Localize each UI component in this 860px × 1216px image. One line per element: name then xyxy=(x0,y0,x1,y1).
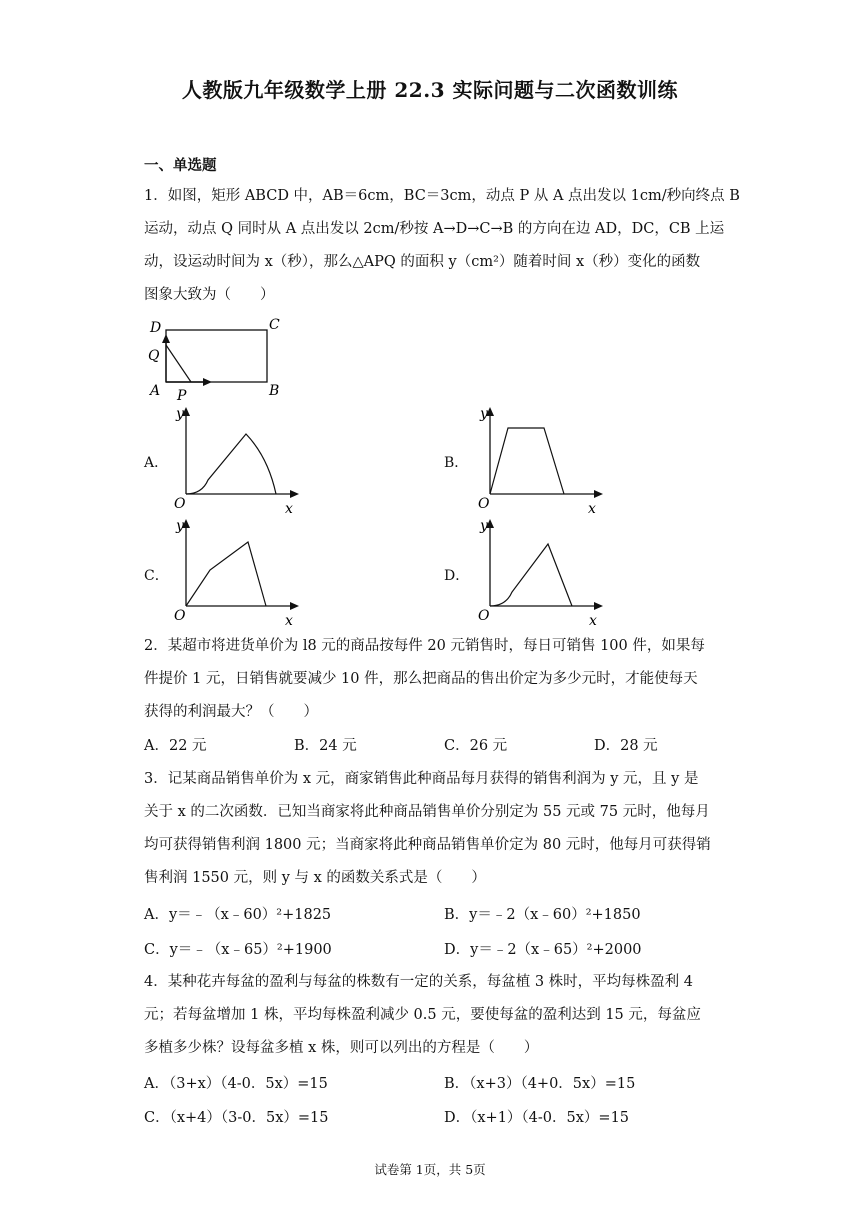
q2-line-3: 获得的利润最大？（ ） xyxy=(144,704,318,720)
q1-option-a-graph xyxy=(168,402,308,520)
q3-option-d: D．y＝﹣2（x﹣65）²+2000 xyxy=(444,942,642,958)
q1-option-b-graph xyxy=(472,402,612,520)
svg-text:O: O xyxy=(174,608,186,624)
q1-option-c-graph xyxy=(168,514,308,632)
page-title: 人教版九年级数学上册 22.3 实际问题与二次函数训练 xyxy=(181,78,679,102)
q4-option-b: B．（x+3）（4+0．5x）=15 xyxy=(444,1076,636,1092)
svg-text:y: y xyxy=(480,518,488,534)
q2-option-a: A．22 元 xyxy=(144,738,207,754)
q3-line-1: 3．记某商品销售单价为 x 元，商家销售此种商品每月获得的销售利润为 y 元，且 y 是 xyxy=(144,771,699,787)
svg-text:y: y xyxy=(176,406,184,422)
label-d: D xyxy=(150,320,162,336)
q3-option-a: A．y＝﹣（x﹣60）²+1825 xyxy=(144,907,332,923)
q1-line-2: 运动，动点 Q 同时从 A 点出发以 2cm/秒按 A→D→C→B 的方向在边 AD，DC，CB 上运 xyxy=(144,221,725,237)
curve-a xyxy=(186,434,276,494)
q3-line-4: 售利润 1550 元，则 y 与 x 的函数关系式是（ ） xyxy=(144,870,486,886)
q2-option-c: C．26 元 xyxy=(444,738,508,754)
svg-text:y: y xyxy=(480,406,488,422)
label-q: Q xyxy=(148,348,160,364)
label-a: A xyxy=(150,383,161,399)
section-heading: 一、单选题 xyxy=(144,157,217,174)
svg-text:y: y xyxy=(176,518,184,534)
q1-option-a-label: A． xyxy=(144,455,169,471)
page-footer: 试卷第 1页，共 5页 xyxy=(374,1162,486,1177)
q1-line-3: 动，设运动时间为 x（秒），那么△APQ 的面积 y（cm²）随着时间 x（秒）变化的函数 xyxy=(144,254,701,270)
label-c: C xyxy=(269,317,280,333)
q3-option-b: B．y＝﹣2（x﹣60）²+1850 xyxy=(444,907,641,923)
arrow-q-head xyxy=(162,334,170,343)
q1-option-d-graph xyxy=(472,514,612,632)
q2-option-d: D．28 元 xyxy=(594,738,658,754)
q3-option-c: C．y＝﹣（x﹣65）²+1900 xyxy=(144,942,332,958)
q2-line-2: 件提价 1 元，日销售就要减少 10 件，那么把商品的售出价定为多少元时，才能使每天 xyxy=(144,671,698,687)
svg-text:x: x xyxy=(285,501,293,517)
q4-line-1: 4．某种花卉每盆的盈利与每盆的株数有一定的关系，每盆植 3 株时，平均每株盈利 4 xyxy=(144,974,694,990)
svg-text:O: O xyxy=(478,608,490,624)
q1-line-4: 图象大致为（ ） xyxy=(144,287,275,303)
label-p: P xyxy=(177,388,187,404)
rectangle-figure xyxy=(144,312,294,402)
rectangle-abcd xyxy=(166,330,267,382)
segment-pq xyxy=(166,345,191,382)
q3-line-3: 均可获得销售利润 1800 元；当商家将此种商品销售单价定为 80 元时，他每月可获得销 xyxy=(144,837,711,853)
q4-line-2: 元；若每盆增加 1 株，平均每株盈利减少 0.5 元，要使每盆的盈利达到 15 元，每盆应 xyxy=(144,1007,701,1023)
q2-option-b: B．24 元 xyxy=(294,738,357,754)
curve-c xyxy=(186,542,266,606)
curve-b xyxy=(490,428,564,494)
svg-text:x: x xyxy=(285,613,293,629)
q1-option-b-label: B． xyxy=(444,455,469,471)
arrow-p-head xyxy=(203,378,212,386)
q2-line-1: 2．某超市将进货单价为 l8 元的商品按每件 20 元销售时，每日可销售 100 件，如果每 xyxy=(144,638,705,654)
q3-line-2: 关于 x 的二次函数．已知当商家将此种商品销售单价分别定为 55 元或 75 元时，他每月 xyxy=(144,804,710,820)
svg-text:O: O xyxy=(174,496,186,512)
svg-text:x: x xyxy=(589,613,597,629)
q1-line-1: 1．如图，矩形 ABCD 中，AB＝6cm，BC＝3cm，动点 P 从 A 点出发以 1cm/秒向终点 B xyxy=(144,188,740,204)
label-b: B xyxy=(269,383,280,399)
curve-d xyxy=(490,544,572,606)
q1-option-d-label: D． xyxy=(444,568,470,584)
svg-text:O: O xyxy=(478,496,490,512)
q1-option-c-label: C． xyxy=(144,568,169,584)
q4-option-d: D．（x+1）（4-0．5x）=15 xyxy=(444,1110,630,1126)
svg-text:x: x xyxy=(588,501,596,517)
q4-option-a: A．（3+x）（4-0．5x）=15 xyxy=(144,1076,328,1092)
q4-option-c: C．（x+4）（3-0．5x）=15 xyxy=(144,1110,329,1126)
q4-line-3: 多植多少株？设每盆多植 x 株，则可以列出的方程是（ ） xyxy=(144,1040,539,1056)
